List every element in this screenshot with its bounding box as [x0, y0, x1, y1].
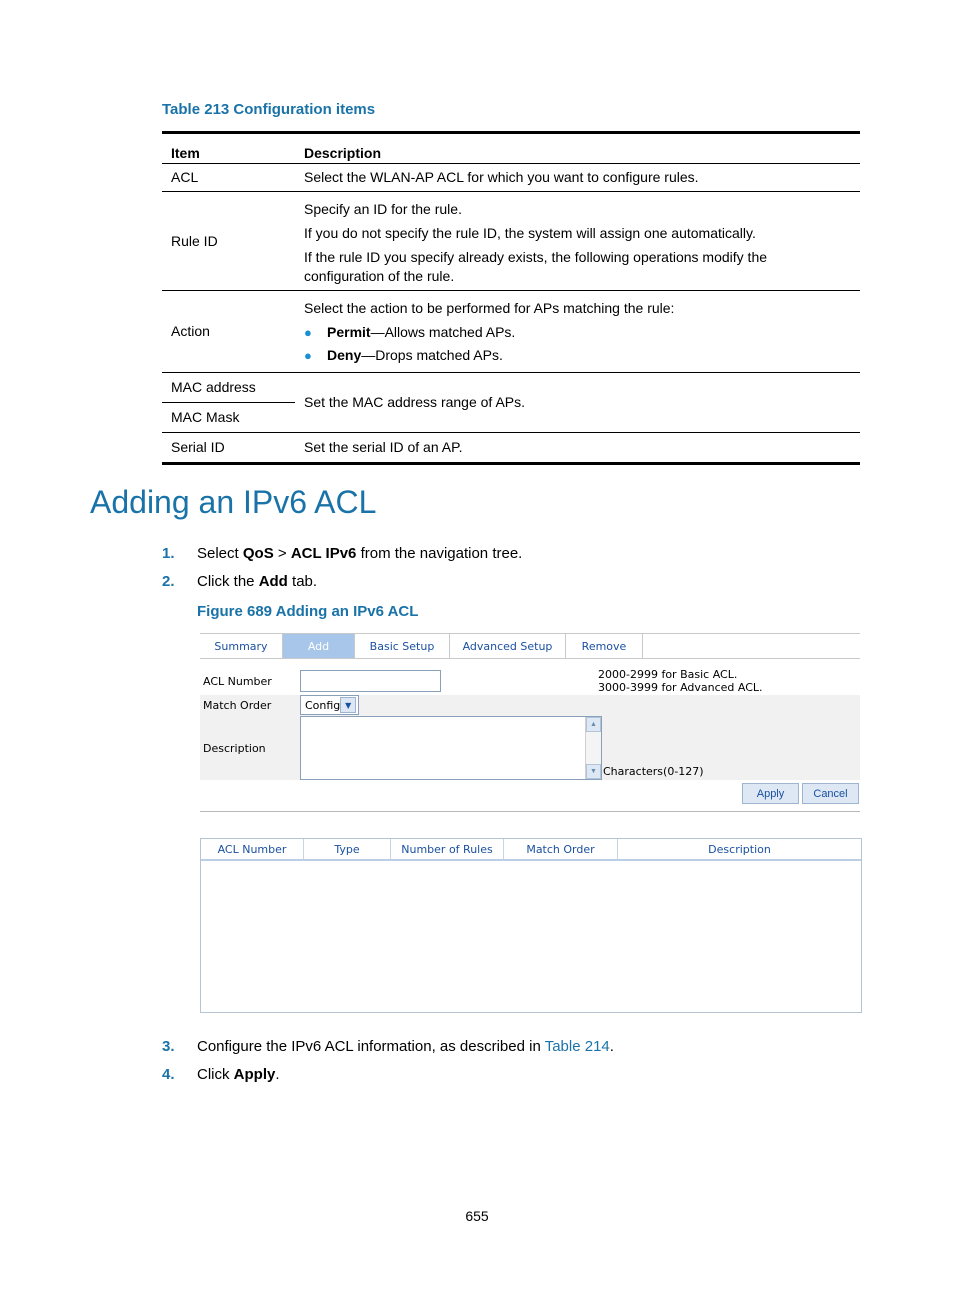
header-item: Item — [162, 133, 295, 164]
scroll-up-icon[interactable]: ▲ — [586, 717, 601, 732]
textarea-scrollbar[interactable] — [585, 717, 601, 779]
action-intro: Select the action to be performed for APs matching the rule: — [304, 300, 675, 316]
column-acl-number[interactable]: ACL Number — [201, 839, 304, 859]
bullet-icon: ● — [304, 325, 312, 340]
row-rule-id-item: Rule ID — [162, 192, 295, 291]
column-type[interactable]: Type — [304, 839, 391, 859]
grid-header — [201, 839, 861, 861]
step-text: . — [609, 1038, 614, 1055]
scroll-down-icon[interactable]: ▼ — [586, 764, 601, 779]
configuration-table — [162, 131, 860, 465]
row-action-description — [295, 291, 860, 373]
tab-add[interactable]: Add — [283, 634, 355, 658]
acl-number-input[interactable] — [300, 670, 441, 692]
row-acl-description: Select the WLAN-AP ACL for which you want to configure rules. — [295, 164, 860, 192]
row-serial-id-item: Serial ID — [162, 433, 295, 464]
table-caption: Table 213 Configuration items — [162, 101, 376, 118]
acl-number-hint — [598, 668, 763, 694]
step-number: 2. — [162, 573, 175, 590]
step-2 — [162, 573, 317, 590]
step-bold: ACL IPv6 — [290, 545, 357, 562]
step-1 — [162, 545, 522, 562]
match-order-value: Config — [305, 698, 341, 712]
acl-list-grid — [200, 838, 862, 1013]
step-number: 4. — [162, 1066, 175, 1083]
header-description: Description — [295, 133, 860, 164]
row-acl-item: ACL — [162, 164, 295, 192]
bullet-item — [304, 323, 851, 342]
table-214-link[interactable]: Table 214 — [544, 1038, 610, 1055]
column-number-of-rules[interactable]: Number of Rules — [391, 839, 504, 859]
step-text: Click — [197, 1066, 234, 1083]
step-text: . — [275, 1066, 280, 1083]
row-rule-id-description — [295, 192, 860, 291]
description-textarea[interactable] — [300, 716, 602, 780]
step-bold: Apply — [233, 1066, 276, 1083]
column-description[interactable]: Description — [708, 842, 771, 856]
bullet-text: —Drops matched APs. — [361, 347, 503, 363]
step-number: 3. — [162, 1038, 175, 1055]
step-bold: QoS — [242, 545, 274, 562]
chevron-down-icon[interactable]: ▼ — [340, 697, 356, 713]
table-row — [162, 291, 860, 373]
row-mac-address-item: MAC address — [162, 373, 295, 403]
step-text: tab. — [287, 573, 318, 590]
step-number: 1. — [162, 545, 175, 562]
row-action-item: Action — [162, 291, 295, 373]
tab-advanced-setup[interactable]: Advanced Setup — [450, 634, 566, 658]
step-text: Select — [197, 545, 243, 562]
acl-hint-advanced: 3000-3999 for Advanced ACL. — [598, 681, 763, 694]
form-divider — [200, 811, 860, 812]
step-3 — [162, 1038, 614, 1055]
row-serial-id-description: Set the serial ID of an AP. — [295, 433, 860, 464]
tab-summary[interactable]: Summary — [200, 634, 283, 658]
table-row — [162, 373, 860, 403]
column-match-order[interactable]: Match Order — [504, 839, 618, 859]
description-label: Description — [203, 742, 266, 755]
table-row — [162, 192, 860, 291]
match-order-label: Match Order — [203, 699, 272, 712]
tab-basic-setup[interactable]: Basic Setup — [355, 634, 450, 658]
rule-id-line: If the rule ID you specify already exists, the following operations modify the configuration of the rule. — [304, 249, 768, 284]
step-text: Click the — [197, 573, 259, 590]
bullet-term: Permit — [327, 324, 371, 340]
step-bold: Add — [258, 573, 288, 590]
bullet-text: —Allows matched APs. — [370, 324, 516, 340]
section-heading: Adding an IPv6 ACL — [90, 484, 377, 520]
page-number: 655 — [465, 1208, 489, 1224]
apply-button[interactable]: Apply — [742, 783, 799, 804]
acl-number-label: ACL Number — [203, 675, 272, 688]
table-header-row — [162, 133, 860, 164]
table-row — [162, 433, 860, 464]
table-row — [162, 164, 860, 192]
row-mac-description: Set the MAC address range of APs. — [295, 373, 860, 433]
tab-bar — [200, 633, 860, 659]
rule-id-line: Specify an ID for the rule. — [304, 201, 462, 217]
figure-caption: Figure 689 Adding an IPv6 ACL — [197, 603, 419, 620]
step-text: Configure the IPv6 ACL information, as described in — [197, 1038, 545, 1055]
tab-remove[interactable]: Remove — [566, 634, 643, 658]
step-4 — [162, 1066, 280, 1083]
bullet-item — [304, 346, 851, 365]
step-text: > — [273, 545, 291, 562]
match-order-select[interactable] — [300, 695, 359, 715]
bullet-icon: ● — [304, 348, 312, 363]
step-text: from the navigation tree. — [356, 545, 523, 562]
bullet-term: Deny — [327, 347, 362, 363]
rule-id-line: If you do not specify the rule ID, the system will assign one automatically. — [304, 225, 756, 241]
acl-hint-basic: 2000-2999 for Basic ACL. — [598, 668, 738, 681]
cancel-button[interactable]: Cancel — [802, 783, 859, 804]
row-mac-mask-item: MAC Mask — [162, 403, 295, 433]
description-hint: Characters(0-127) — [603, 765, 704, 778]
